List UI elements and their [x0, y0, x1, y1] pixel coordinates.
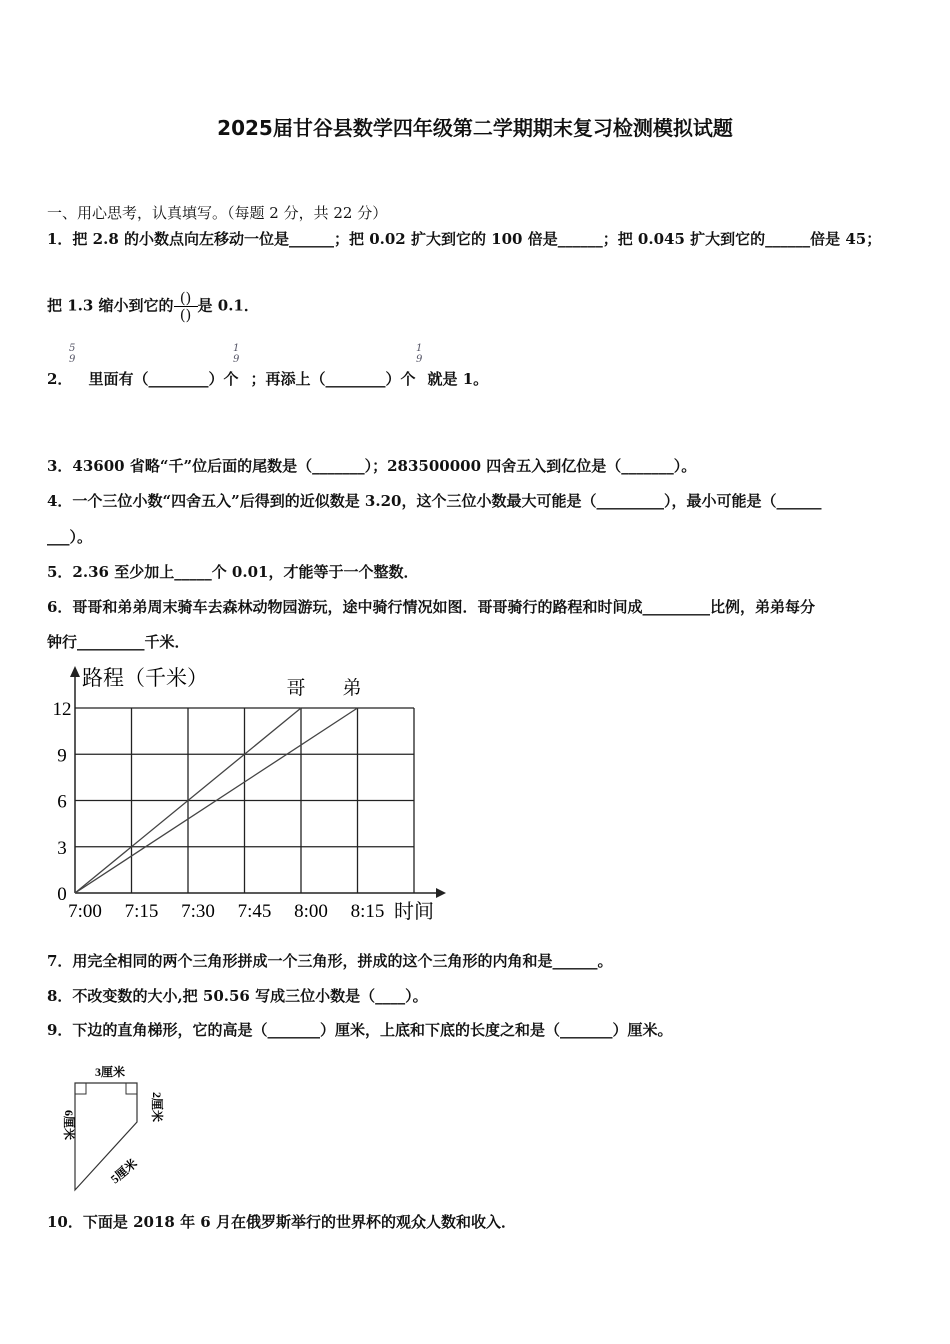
series-label: 哥 — [286, 678, 306, 699]
denominator: () — [174, 306, 198, 323]
y-tick-label: 6 — [57, 791, 67, 813]
q2-num: 2． — [47, 370, 73, 388]
fraction-5-9: 5 9 — [69, 343, 76, 365]
question-3: 3．43600 省略“千”位后面的尾数是（_______）；283500000 四舍五入到亿位是（_______）。 — [47, 457, 697, 475]
q2-text2: ；再添上（________）个 — [250, 370, 416, 388]
question-8: 8．不改变数的大小,把 50.56 写成三位小数是（____）。 — [47, 987, 428, 1005]
fraction-1-9: 1 9 — [416, 343, 423, 365]
q2-text3: 就是 1。 — [427, 370, 489, 388]
x-tick-label: 7:30 — [181, 901, 215, 922]
question-6-cont: 钟行_________千米． — [47, 633, 190, 651]
x-tick-label: 8:15 — [350, 901, 385, 922]
fraction-1-9: 1 9 — [233, 343, 240, 365]
question-7: 7．用完全相同的两个三角形拼成一个三角形，拼成的这个三角形的内角和是______。 — [47, 952, 613, 970]
question-9: 9．下边的直角梯形，它的高是（_______）厘米，上底和下底的长度之和是（_______）厘米。 — [47, 1021, 673, 1039]
y-tick-label: 3 — [57, 837, 67, 859]
question-1: 1．把 2.8 的小数点向左移动一位是______；把 0.02 扩大到它的 100 倍是______；把 0.045 扩大到它的______倍是 45； — [47, 230, 882, 248]
y-tick-label: 12 — [52, 699, 72, 720]
series-label: 弟 — [342, 678, 362, 699]
q1-text: 把 1.3 缩小到它的 — [47, 296, 174, 315]
y-axis-label: 路程（千米） — [82, 666, 208, 690]
x-axis-label: 时间 — [394, 901, 434, 923]
page-title: 2025届甘谷县数学四年级第二学期期末复习检测模拟试题 — [217, 116, 733, 140]
x-tick-label: 7:45 — [237, 901, 272, 922]
left-label: 6厘米 — [62, 1110, 76, 1141]
question-4: 4．一个三位小数“四舍五入”后得到的近似数是 3.20，这个三位小数最大可能是（_________），最小可能是（______ — [47, 492, 822, 510]
x-tick-label: 7:15 — [124, 901, 159, 922]
trapezoid-figure — [40, 1058, 190, 1198]
numerator: () — [179, 289, 192, 307]
x-axis-arrow — [436, 888, 446, 898]
right-label: 2厘米 — [150, 1092, 164, 1123]
x-tick-label: 7:00 — [68, 901, 102, 922]
x-tick-label: 8:00 — [294, 901, 328, 922]
section-heading: 一、用心思考，认真填写。（每题 2 分，共 22 分） — [47, 204, 388, 222]
y-tick-label: 0 — [57, 884, 67, 905]
slant-label: 5厘米 — [107, 1156, 140, 1187]
q1-text-end: 是 0.1． — [197, 296, 259, 315]
y-axis-arrow — [70, 666, 80, 677]
question-5: 5．2.36 至少加上_____个 0.01，才能等于一个整数． — [47, 563, 419, 581]
y-tick-label: 9 — [57, 745, 67, 767]
question-6: 6．哥哥和弟弟周末骑车去森林动物园游玩，途中骑行情况如图．哥哥骑行的路程和时间成_________比例，弟弟每分 — [47, 598, 815, 616]
top-label: 3厘米 — [95, 1065, 126, 1079]
question-10: 10．下面是 2018 年 6 月在俄罗斯举行的世界杯的观众人数和收入． — [47, 1213, 516, 1231]
question-4-cont: ___）。 — [47, 528, 93, 546]
q2-text1: 里面有（________）个 — [88, 370, 239, 388]
